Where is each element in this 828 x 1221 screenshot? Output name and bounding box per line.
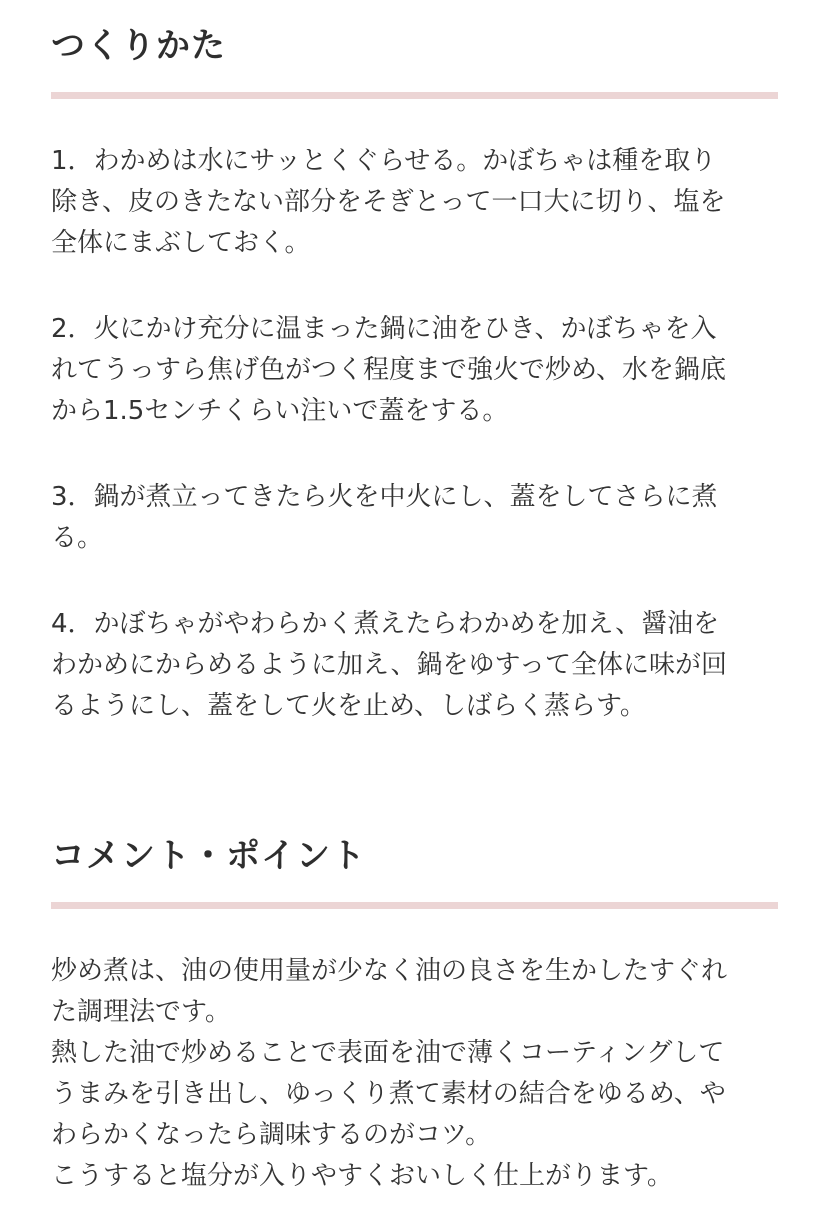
step-3 — [51, 477, 778, 559]
comment-line-5: わらかくなったら調味するのがコツ。 — [51, 1120, 492, 1150]
comment-section — [51, 834, 778, 878]
step-3-line-2: る。 — [51, 523, 104, 553]
step-2-line-2: れてうっすら焦げ色がつく程度まで強火で炒め、水を鍋底 — [51, 355, 726, 385]
step-2-line-3: から1.5センチくらい注いで蓋をする。 — [51, 396, 509, 426]
step-4 — [51, 604, 778, 727]
howto-section — [51, 24, 778, 68]
comment-line-6: こうすると塩分が入りやすくおいしく仕上がります。 — [51, 1161, 673, 1191]
comment-line-4: うまみを引き出し、ゆっくり煮て素材の結合をゆるめ、や — [51, 1079, 726, 1109]
step-3-line-1: 3．鍋が煮立ってきたら火を中火にし、蓋をしてさらに煮 — [51, 482, 718, 512]
comment-line-2: た調理法です。 — [51, 997, 231, 1027]
comment-heading-underline — [51, 902, 778, 909]
howto-heading-underline — [51, 92, 778, 99]
comment-line-1: 炒め煮は、油の使用量が少なく油の良さを生かしたすぐれ — [51, 956, 728, 986]
step-4-line-1: 4．かぼちゃがやわらかく煮えたらわかめを加え、醤油を — [51, 609, 720, 639]
step-4-line-2: わかめにからめるように加え、鍋をゆすって全体に味が回 — [51, 650, 728, 680]
step-1-line-1: 1．わかめは水にサッとくぐらせる。かぼちゃは種を取り — [51, 146, 717, 176]
step-4-line-3: るようにし、蓋をして火を止め、しばらく蒸らす。 — [51, 691, 646, 721]
step-1-line-2: 除き、皮のきたない部分をそぎとって一口大に切り、塩を — [51, 187, 726, 217]
step-1 — [51, 141, 778, 264]
step-1-line-3: 全体にまぶしておく。 — [51, 228, 311, 258]
step-2 — [51, 309, 778, 432]
step-2-line-1: 2．火にかけ充分に温まった鍋に油をひき、かぼちゃを入 — [51, 314, 717, 344]
comment-body — [51, 951, 778, 1197]
howto-heading: つくりかた — [51, 26, 226, 66]
comment-line-3: 熱した油で炒めることで表面を油で薄くコーティングして — [51, 1038, 725, 1068]
comment-heading: コメント・ポイント — [51, 836, 366, 876]
